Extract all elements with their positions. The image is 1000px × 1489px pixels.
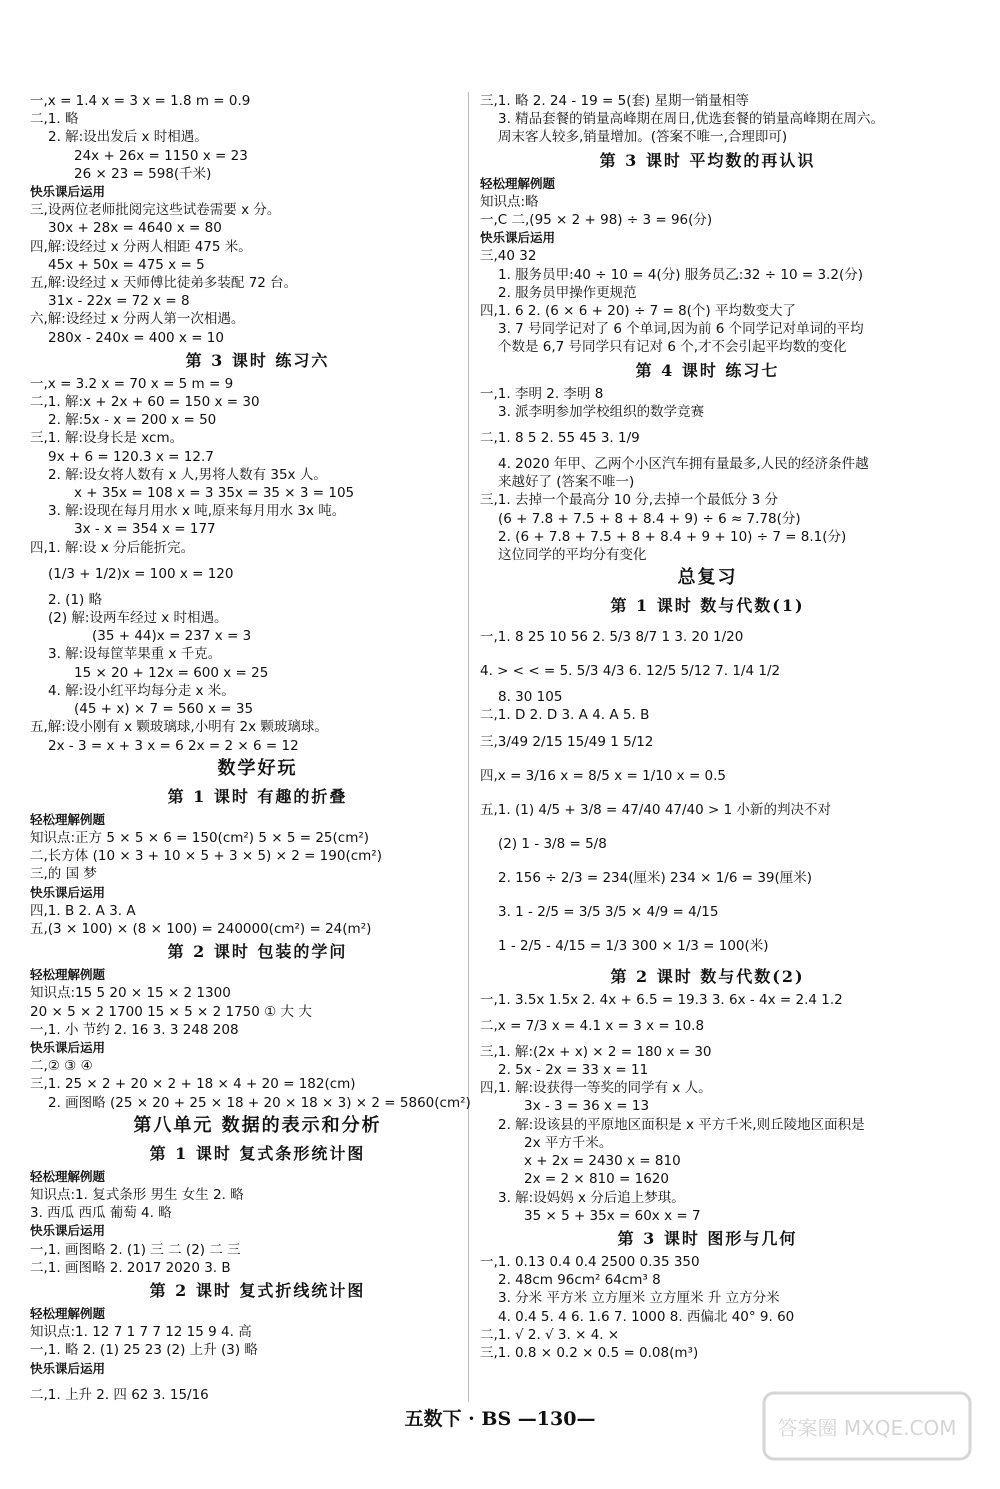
answer-line: 24x + 26x = 1150 x = 23 <box>74 147 248 164</box>
answer-line: 周末客人较多,销量增加。(答案不唯一,合理即可) <box>498 129 788 146</box>
answer-line: 35 × 5 + 35x = 60x x = 7 <box>524 1207 701 1224</box>
answer-line: (45 + x) × 7 = 560 x = 35 <box>74 701 254 718</box>
answer-line: 知识点:1. 复式条形 男生 女生 2. 略 <box>30 1186 244 1203</box>
answer-line: 2. 服务员甲操作更规范 <box>498 284 637 301</box>
answer-line: 二,x = 7/3 x = 4.1 x = 3 x = 10.8 <box>480 1017 705 1034</box>
section-heading: 第 2 课时 复式折线统计图 <box>149 1280 366 1300</box>
answer-line: 4. 2020 年甲、乙两个小区汽车拥有量最多,人民的经济条件越 <box>498 456 869 473</box>
subsection-label: 轻松理解例题 <box>480 175 556 191</box>
answer-line: 2. 解:设出发后 x 时相遇。 <box>48 129 208 146</box>
answer-line: 9x + 6 = 120.3 x = 12.7 <box>48 448 214 465</box>
page-footer: 五数下 · BS —130— <box>404 1408 596 1430</box>
answer-line: 3x - x = 354 x = 177 <box>74 521 216 538</box>
subsection-label: 轻松理解例题 <box>30 1305 106 1321</box>
section-heading: 第 3 课时 图形与几何 <box>617 1228 798 1248</box>
section-heading: 第 3 课时 练习六 <box>185 350 330 370</box>
subsection-label: 快乐课后运用 <box>30 1360 106 1376</box>
answer-line: 3. 解:设妈妈 x 分后追上梦琪。 <box>498 1189 685 1206</box>
answer-line: 一,1. 0.13 0.4 0.4 2500 0.35 350 <box>480 1253 700 1270</box>
answer-line: 1. 服务员甲:40 ÷ 10 = 4(分) 服务员乙:32 ÷ 10 = 3.2(分) <box>498 266 863 283</box>
answer-line: 五,解:设小刚有 x 颗玻璃球,小明有 2x 颗玻璃球。 <box>30 719 328 736</box>
answer-line: 3. 精品套餐的销量高峰期在周日,优选套餐的销量高峰期在周六。 <box>498 111 884 128</box>
answer-line: 3. 7 号同学记对了 6 个单词,因为前 6 个同学记对单词的平均 <box>498 321 864 338</box>
answer-line: 2x 平方千米。 <box>524 1134 613 1151</box>
answer-line: 知识点:正方 5 × 5 × 6 = 150(cm²) 5 × 5 = 25(cm²) <box>30 829 370 846</box>
answer-line: (35 + 44)x = 237 x = 3 <box>92 628 252 645</box>
answer-line: 3. 1 - 2/5 = 3/5 3/5 × 4/9 = 4/15 <box>498 903 719 920</box>
answer-line: 2x - 3 = x + 3 x = 6 2x = 2 × 6 = 12 <box>48 737 299 754</box>
answer-line: 2x = 2 × 810 = 1620 <box>524 1171 669 1188</box>
answer-line: 2. 156 ÷ 2/3 = 234(厘米) 234 × 1/6 = 39(厘米) <box>498 869 813 886</box>
answer-line: 4. > < < = 5. 5/3 4/3 6. 12/5 5/12 7. 1/4 1/2 <box>480 663 781 680</box>
answer-line: 20 × 5 × 2 1700 15 × 5 × 2 1750 ① 大 大 <box>30 1003 312 1020</box>
answer-line: 3. 派李明参加学校组织的数学竞赛 <box>498 403 705 420</box>
answer-line: 一,1. 小 节约 2. 16 3. 3 248 208 <box>30 1021 239 1038</box>
answer-line: 知识点:略 <box>480 193 539 210</box>
subsection-label: 快乐课后运用 <box>30 1039 106 1055</box>
left-column <box>30 92 485 1412</box>
answer-line: 2. 解:设女将人数有 x 人,男将人数有 35x 人。 <box>48 466 327 483</box>
answer-line: 六,解:设经过 x 分两人第一次相遇。 <box>30 311 245 328</box>
answer-line: 1 - 2/5 - 4/15 = 1/3 300 × 1/3 = 100(米) <box>498 937 769 954</box>
answer-line: 3x - 3 = 36 x = 13 <box>524 1098 650 1115</box>
answer-line: 一,x = 3.2 x = 70 x = 5 m = 9 <box>30 375 234 392</box>
subsection-label: 快乐课后运用 <box>480 230 556 246</box>
answer-line: 一,1. 3.5x 1.5x 2. 4x + 6.5 = 19.3 3. 6x - 4x = 2.4 1.2 <box>480 991 843 1008</box>
answer-line: 2. 解:设该县的平原地区面积是 x 平方千米,则丘陵地区面积是 <box>498 1116 865 1133</box>
answer-line: 二,1. D 2. D 3. A 4. A 5. B <box>480 707 650 724</box>
section-heading: 第 2 课时 包装的学问 <box>167 942 348 962</box>
answer-line: 二,② ③ ④ <box>30 1058 93 1075</box>
answer-line: 三,1. 0.8 × 0.2 × 0.5 = 0.08(m³) <box>480 1344 699 1361</box>
answer-line: 二,1. 8 5 2. 55 45 3. 1/9 <box>480 430 640 447</box>
answer-line: 四,1. 解:设获得一等奖的同学有 x 人。 <box>480 1080 712 1097</box>
answer-line: 30x + 28x = 4640 x = 80 <box>48 220 222 237</box>
answer-line: (2) 解:设两车经过 x 时相遇。 <box>48 610 228 627</box>
answer-line: 31x - 22x = 72 x = 8 <box>48 293 190 310</box>
answer-line: 2. 5x - 2x = 33 x = 11 <box>498 1062 649 1079</box>
subsection-label: 快乐课后运用 <box>30 1223 106 1239</box>
answer-line: 一,C 二,(95 × 2 + 98) ÷ 3 = 96(分) <box>480 212 713 229</box>
answer-line: 4. 解:设小红平均每分走 x 米。 <box>48 682 235 699</box>
answer-line: 3. 解:设现在每月用水 x 吨,原来每月用水 3x 吨。 <box>48 503 346 520</box>
answer-line: 知识点:15 5 20 × 15 × 2 1300 <box>30 985 231 1002</box>
section-heading: 第八单元 数据的表示和分析 <box>133 1114 382 1136</box>
answer-line: 三,40 32 <box>480 248 537 265</box>
subsection-label: 快乐课后运用 <box>30 884 106 900</box>
answer-line: 五,(3 × 100) × (8 × 100) = 240000(cm²) = 24(m²) <box>30 920 372 937</box>
watermark-logo <box>762 1391 972 1461</box>
answer-line: 三,设两位老师批阅完这些试卷需要 x 分。 <box>30 202 281 219</box>
answer-line: 三,3/49 2/15 15/49 1 5/12 <box>480 733 654 750</box>
section-heading: 数学好玩 <box>217 757 298 779</box>
section-heading: 第 1 课时 复式条形统计图 <box>149 1143 366 1163</box>
answer-line: 280x - 240x = 400 x = 10 <box>48 329 224 346</box>
answer-line: 五,解:设经过 x 天师傅比徒弟多装配 72 台。 <box>30 275 298 292</box>
section-heading: 第 3 课时 平均数的再认识 <box>599 150 816 170</box>
watermark-text: 答案圈 MXQE.COM <box>777 1416 957 1440</box>
right-column <box>480 92 935 1362</box>
answer-line: 五,1. (1) 4/5 + 3/8 = 47/40 47/40 > 1 小新的判决不对 <box>480 801 831 818</box>
subsection-label: 快乐课后运用 <box>30 184 106 200</box>
answer-line: 2. (6 + 7.8 + 7.5 + 8 + 8.4 + 9 + 10) ÷ 7 = 8.1(分) <box>498 528 847 545</box>
answer-line: 二,长方体 (10 × 3 + 10 × 5 + 3 × 5) × 2 = 190(cm²) <box>30 848 382 865</box>
answer-line: 三,1. 略 2. 24 - 19 = 5(套) 星期一销量相等 <box>480 93 750 109</box>
answer-line: 一,1. 李明 2. 李明 8 <box>480 385 604 402</box>
answer-line: 四,解:设经过 x 分两人相距 475 米。 <box>30 238 252 255</box>
answer-line: 二,1. √ 2. √ 3. × 4. × <box>480 1326 620 1343</box>
answer-line: 2. 画图略 (25 × 20 + 25 × 18 + 20 × 18 × 3) × 2 = 5860(cm²) <box>48 1094 471 1111</box>
answer-line: 三,1. 去掉一个最高分 10 分,去掉一个最低分 3 分 <box>480 492 779 509</box>
answer-line: 2. 解:5x - x = 200 x = 50 <box>48 412 217 429</box>
answer-line: 这位同学的平均分有变化 <box>498 547 647 564</box>
answer-line: x + 2x = 2430 x = 810 <box>524 1153 681 1170</box>
answer-line: 三,1. 解:设身长是 xcm。 <box>30 430 184 447</box>
answer-line: (1/3 + 1/2)x = 100 x = 120 <box>48 565 234 582</box>
section-heading: 第 4 课时 练习七 <box>635 360 780 380</box>
answer-line: 来越好了 (答案不唯一) <box>498 474 635 491</box>
answer-line: 四,1. 解:设 x 分后能折完。 <box>30 539 195 556</box>
answer-line: 三,的 国 梦 <box>30 866 97 883</box>
answer-line: x + 35x = 108 x = 3 35x = 35 × 3 = 105 <box>74 485 355 502</box>
answer-line: 26 × 23 = 598(千米) <box>74 165 212 182</box>
answer-line: 四,x = 3/16 x = 8/5 x = 1/10 x = 0.5 <box>480 767 727 784</box>
answer-line: 8. 30 105 <box>498 689 563 706</box>
answer-line: 45x + 50x = 475 x = 5 <box>48 256 205 273</box>
answer-line: 3. 西瓜 西瓜 葡萄 4. 略 <box>30 1205 172 1222</box>
section-heading: 第 1 课时 有趣的折叠 <box>167 786 348 806</box>
section-heading: 第 1 课时 数与代数(1) <box>610 596 805 616</box>
answer-line: 个数是 6,7 号同学只有记对 6 个,才不会引起平均数的变化 <box>498 339 847 356</box>
answer-line: 三,1. 解:(2x + x) × 2 = 180 x = 30 <box>480 1043 712 1060</box>
answer-line: 二,1. 解:x + 2x + 60 = 150 x = 30 <box>30 394 260 411</box>
answer-line: 二,1. 略 <box>30 111 79 128</box>
subsection-label: 轻松理解例题 <box>30 967 106 983</box>
answer-line: 3. 分米 平方米 立方厘米 立方厘米 升 立方分米 <box>498 1290 780 1307</box>
answer-line: 2. 48cm 96cm² 64cm³ 8 <box>498 1272 661 1289</box>
answer-line: 一,1. 画图略 2. (1) 三 二 (2) 二 三 <box>30 1241 241 1258</box>
section-heading: 第 2 课时 数与代数(2) <box>610 966 805 986</box>
answer-line: 一,1. 略 2. (1) 25 23 (2) 上升 (3) 略 <box>30 1342 258 1359</box>
subsection-label: 轻松理解例题 <box>30 811 106 827</box>
answer-line: 二,1. 上升 2. 四 62 3. 15/16 <box>30 1386 209 1403</box>
section-heading: 总复习 <box>677 567 738 589</box>
answer-line: 四,1. 6 2. (6 × 6 + 20) ÷ 7 = 8(个) 平均数变大了 <box>480 303 796 320</box>
answer-line: 知识点:1. 12 7 1 7 7 12 15 9 4. 高 <box>30 1324 252 1341</box>
answer-line: (2) 1 - 3/8 = 5/8 <box>498 835 607 852</box>
answer-line: 15 × 20 + 12x = 600 x = 25 <box>74 664 269 681</box>
subsection-label: 轻松理解例题 <box>30 1168 106 1184</box>
answer-line: 4. 0.4 5. 4 6. 1.6 7. 1000 8. 西偏北 40° 9. 60 <box>498 1308 795 1325</box>
answer-line: (6 + 7.8 + 7.5 + 8 + 8.4 + 9) ÷ 6 ≈ 7.78(分) <box>498 510 801 527</box>
answer-line: 一,1. 8 25 10 56 2. 5/3 8/7 1 3. 20 1/20 <box>480 629 744 646</box>
answer-line: 二,1. 画图略 2. 2017 2020 3. B <box>30 1259 231 1276</box>
answer-line: 三,1. 25 × 2 + 20 × 2 + 18 × 4 + 20 = 182(cm) <box>30 1076 356 1093</box>
answer-line: 一,x = 1.4 x = 3 x = 1.8 m = 0.9 <box>30 93 251 109</box>
answer-line: 四,1. B 2. A 3. A <box>30 902 136 919</box>
answer-line: 3. 解:设每筐苹果重 x 千克。 <box>48 646 222 663</box>
answer-line: 2. (1) 略 <box>48 591 103 608</box>
